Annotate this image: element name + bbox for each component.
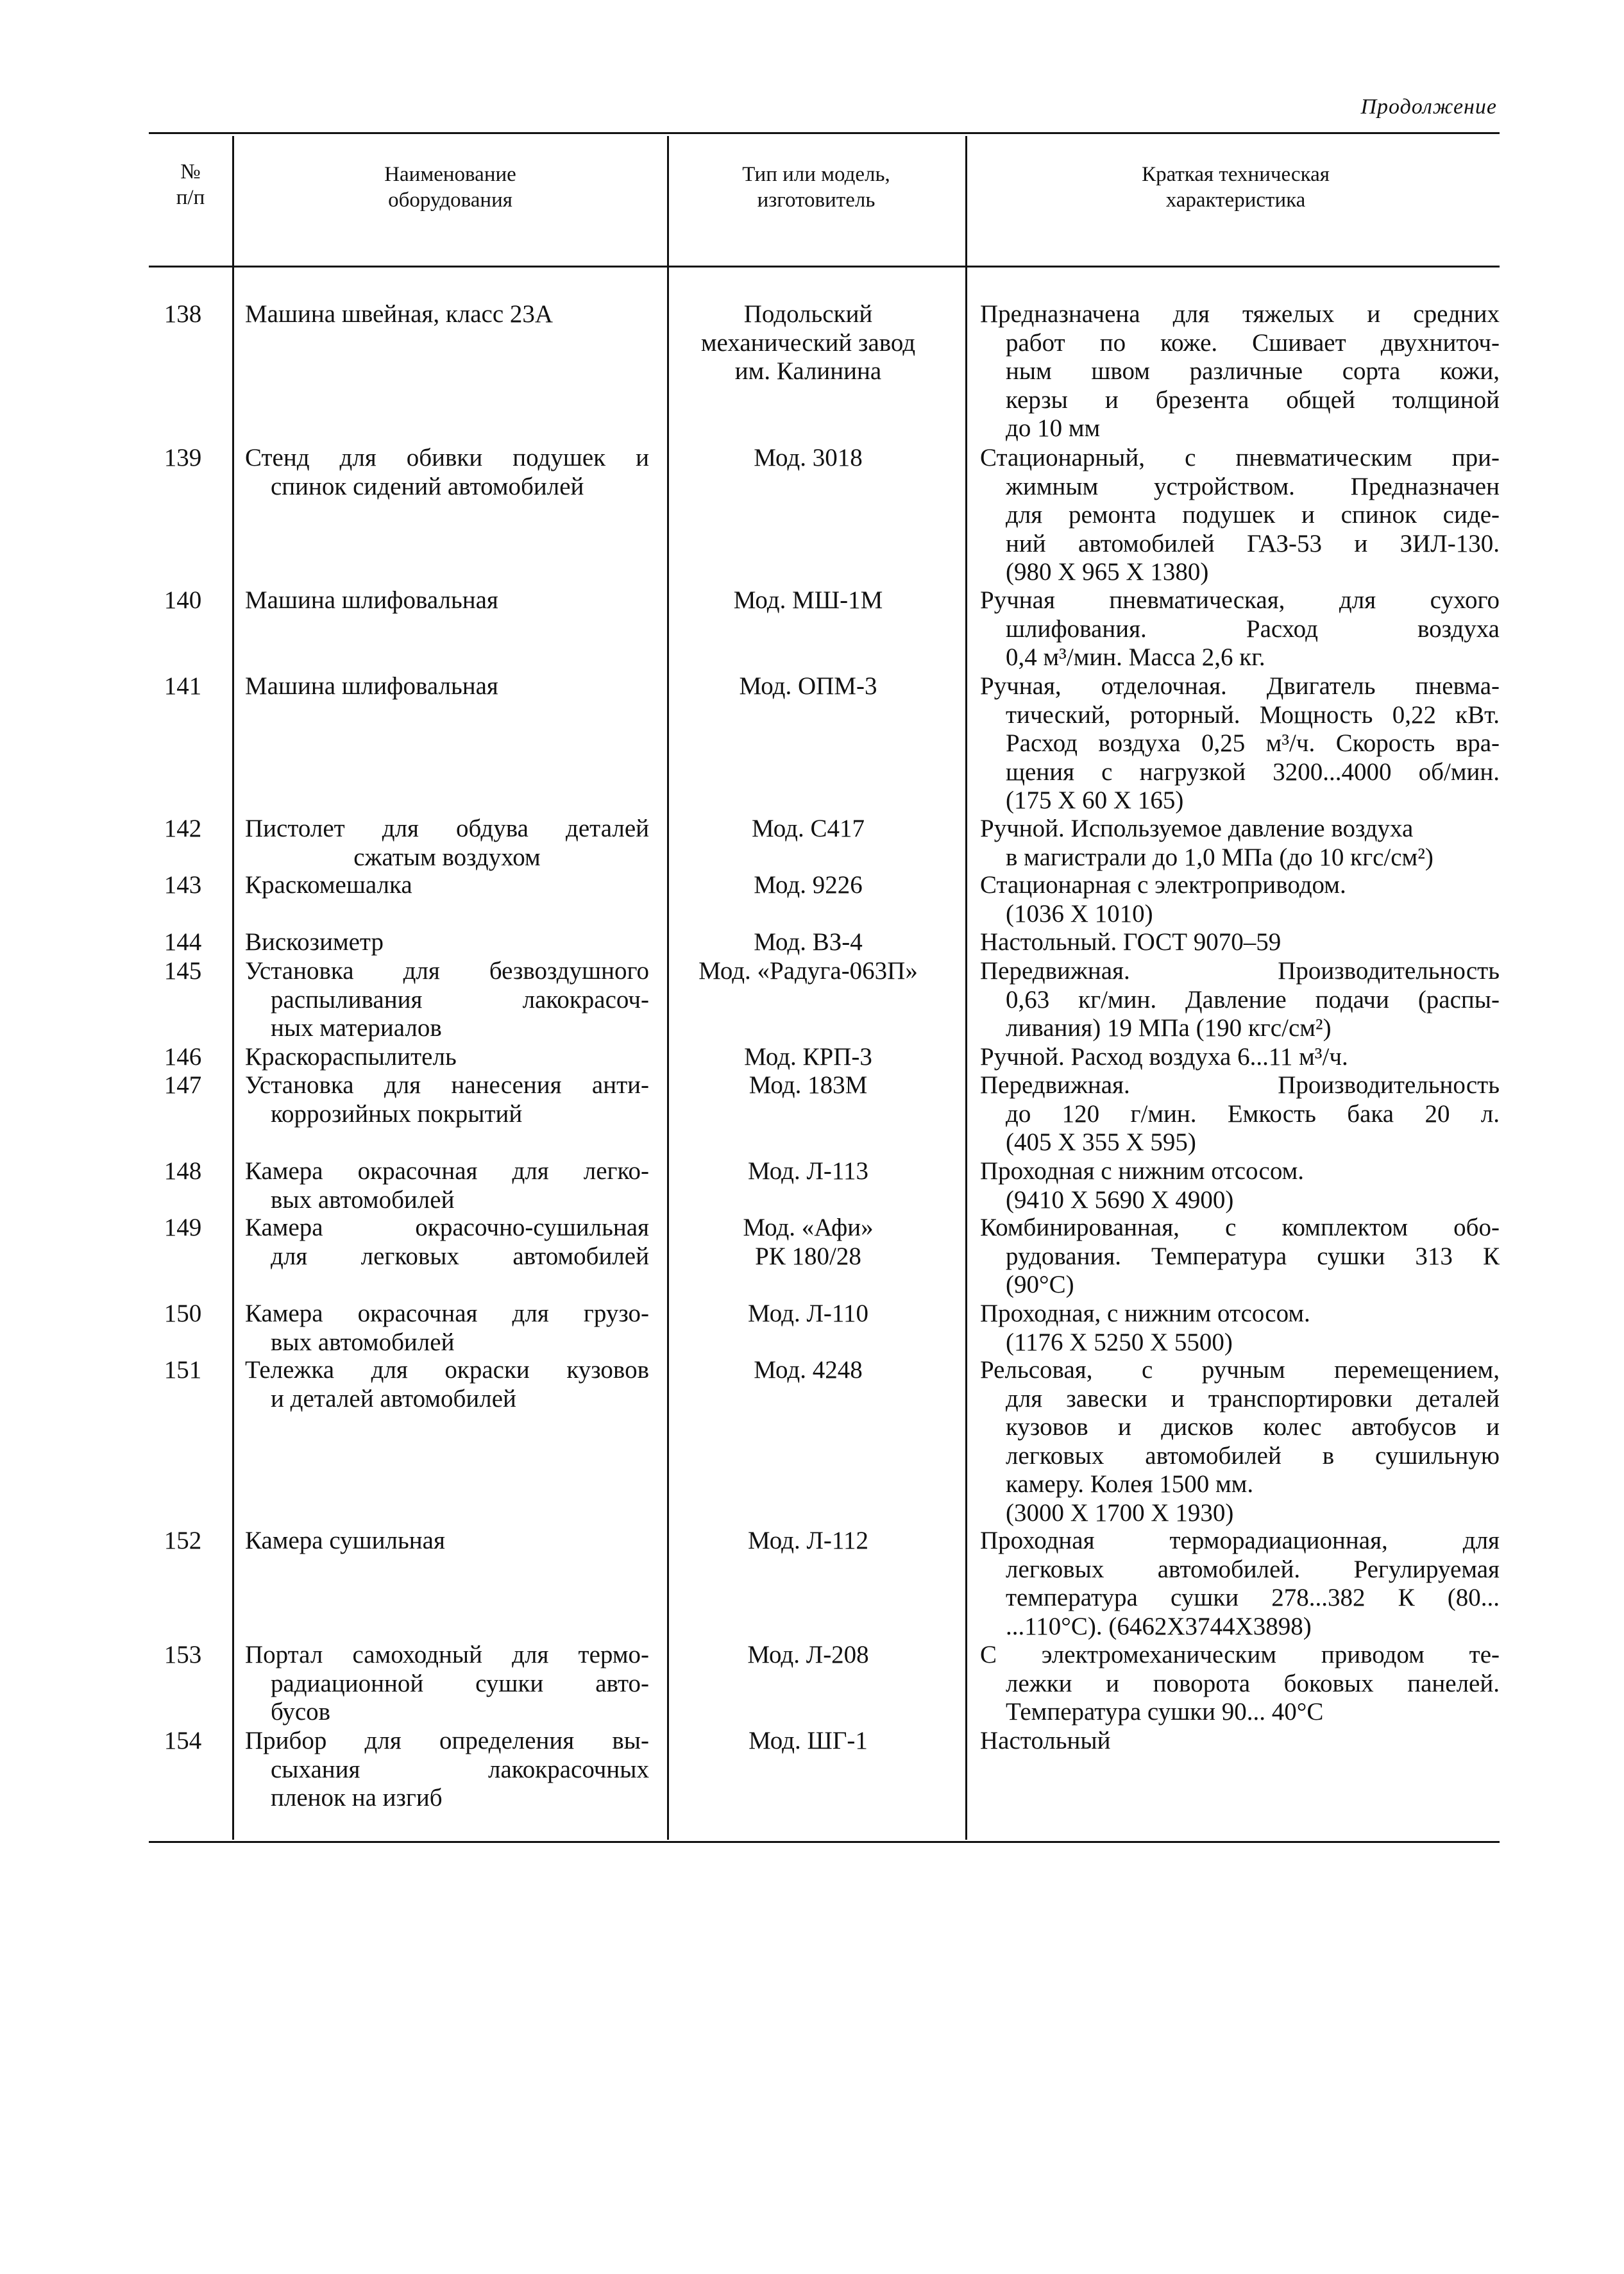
desc-line: Проходная, с нижним отсосом. [980, 1300, 1310, 1327]
equipment-model [673, 1727, 943, 1756]
equipment-model [673, 957, 943, 986]
header-model [673, 162, 959, 213]
row-number: 147 [164, 1071, 202, 1099]
desc-line: в магистрали до 1,0 МПа (до 10 кгс/см²) [1006, 843, 1434, 871]
equipment-name [245, 444, 649, 501]
name-line: спинок сидений автомобилей [271, 472, 584, 500]
desc-line: (980 X 965 X 1380) [1006, 558, 1209, 586]
desc-line: кузовов и дисков колес автобусов и [1006, 1413, 1500, 1441]
header-num [151, 159, 230, 210]
model-line: Подольский [743, 300, 873, 328]
name-line: Краскораспылитель [245, 1043, 457, 1071]
header-name-line: Наименование [384, 163, 516, 186]
row-number: 144 [164, 928, 202, 956]
desc-line: жимным устройством. Предназначен [1006, 472, 1500, 500]
header-desc [972, 162, 1500, 213]
desc-line: (175 X 60 X 165) [1006, 786, 1184, 814]
desc-line: шлифования. Расход воздуха [1006, 615, 1500, 643]
equipment-description [980, 1356, 1500, 1527]
equipment-model [673, 300, 943, 386]
name-line: Установка для безвоздушного [245, 957, 649, 985]
name-line: Тележка для окраски кузовов [245, 1356, 649, 1384]
equipment-model [673, 1043, 943, 1072]
desc-line: Ручной. Расход воздуха 6...11 м³/ч. [980, 1043, 1348, 1071]
model-line: Мод. С417 [752, 815, 865, 842]
equipment-description [980, 1300, 1500, 1357]
name-line: коррозийных покрытий [271, 1099, 523, 1128]
header-model-line: Тип или модель, [742, 163, 890, 186]
header-name-line: оборудования [388, 189, 512, 212]
equipment-model [673, 1157, 943, 1186]
column-divider-2 [667, 136, 669, 1840]
desc-line: лежки и поворота боковых панелей. [1006, 1669, 1500, 1697]
desc-line: работ по коже. Сшивает двухниточ- [1006, 328, 1500, 357]
equipment-description [980, 672, 1500, 815]
name-line: Портал самоходный для термо- [245, 1641, 649, 1668]
name-line: для легковых автомобилей [271, 1242, 649, 1270]
desc-line: Проходная терморадиационная, для [980, 1527, 1500, 1554]
equipment-name [245, 1641, 649, 1727]
name-line: Краскомешалка [245, 871, 412, 899]
model-line: Мод. 183М [749, 1071, 868, 1099]
header-name [239, 162, 662, 213]
desc-line: Расход воздуха 0,25 м³/ч. Скорость вра- [1006, 729, 1500, 757]
model-line: Мод. 9226 [754, 871, 863, 899]
table-bottom-rule [149, 1841, 1500, 1843]
name-line: Камера сушильная [245, 1527, 445, 1554]
row-number: 145 [164, 957, 202, 985]
desc-line: Проходная с нижним отсосом. [980, 1157, 1305, 1185]
model-line: Мод. 4248 [754, 1356, 863, 1384]
name-line: вых автомобилей [271, 1185, 455, 1214]
desc-line: Комбинированная, с комплектом обо- [980, 1214, 1500, 1241]
desc-line: камеру. Колея 1500 мм. [1006, 1470, 1254, 1498]
name-line: Установка для нанесения анти- [245, 1071, 649, 1099]
name-line: и деталей автомобилей [271, 1384, 516, 1413]
desc-line: рудования. Температура сушки 313 К [1006, 1242, 1500, 1270]
equipment-model [673, 586, 943, 615]
desc-line: С электромеханическим приводом те- [980, 1641, 1500, 1668]
row-number: 150 [164, 1300, 202, 1327]
table-top-rule [149, 132, 1500, 134]
equipment-name [245, 1300, 649, 1357]
name-line: распыливания лакокрасоч- [271, 985, 649, 1014]
model-line: РК 180/28 [755, 1242, 861, 1270]
name-line: пленок на изгиб [271, 1784, 443, 1812]
equipment-name [245, 928, 649, 957]
row-number: 154 [164, 1727, 202, 1754]
equipment-name [245, 672, 649, 701]
desc-line: 0,63 кг/мин. Давление подачи (распы- [1006, 985, 1500, 1014]
model-line: Мод. КРП-3 [744, 1043, 872, 1071]
name-line: Пистолет для обдува деталей [245, 815, 649, 842]
desc-line: ...110°С). (6462X3744X3898) [1006, 1612, 1312, 1640]
equipment-description [980, 1641, 1500, 1727]
equipment-model [673, 1356, 943, 1385]
row-number: 148 [164, 1157, 202, 1185]
desc-line: до 10 мм [1006, 414, 1101, 442]
name-line: сыхания лакокрасочных [271, 1755, 649, 1783]
model-line: Мод. ШГ-1 [749, 1727, 868, 1754]
desc-line: Передвижная. Производительность [980, 1071, 1500, 1099]
equipment-description [980, 815, 1500, 872]
equipment-model [673, 871, 943, 900]
name-line: бусов [271, 1698, 331, 1726]
equipment-description [980, 1214, 1500, 1300]
name-line: Вискозиметр [245, 928, 384, 956]
equipment-description [980, 1043, 1500, 1072]
equipment-model [673, 444, 943, 473]
name-line: Камера окрасочно-сушильная [245, 1214, 649, 1241]
equipment-description [980, 1527, 1500, 1641]
equipment-name [245, 1043, 649, 1072]
model-line: Мод. Л-208 [747, 1641, 869, 1668]
equipment-model [673, 1300, 943, 1328]
equipment-description [980, 300, 1500, 443]
equipment-name [245, 1157, 649, 1214]
name-line: Прибор для определения вы- [245, 1727, 649, 1754]
desc-line: температура сушки 278...382 К (80... [1006, 1584, 1500, 1611]
row-number: 139 [164, 444, 202, 471]
desc-line: щения с нагрузкой 3200...4000 об/мин. [1006, 758, 1500, 786]
desc-line: (3000 X 1700 X 1930) [1006, 1498, 1234, 1527]
row-number: 146 [164, 1043, 202, 1071]
header-model-line: изготовитель [757, 189, 875, 212]
desc-line: для завески и транспортировки деталей [1006, 1384, 1500, 1413]
equipment-name [245, 1727, 649, 1813]
row-number: 149 [164, 1214, 202, 1241]
equipment-model [673, 1214, 943, 1271]
model-line: Мод. Л-112 [748, 1527, 868, 1554]
desc-line: Передвижная. Производительность [980, 957, 1500, 985]
desc-line: Ручная, отделочная. Двигатель пневма- [980, 672, 1500, 700]
equipment-description [980, 586, 1500, 672]
equipment-model [673, 672, 943, 701]
model-line: Мод. ВЗ-4 [754, 928, 863, 956]
equipment-description [980, 1071, 1500, 1157]
desc-line: Ручной. Используемое давление воздуха [980, 815, 1414, 842]
header-num-line: п/п [176, 186, 205, 209]
equipment-name [245, 586, 649, 615]
desc-line: Рельсовая, с ручным перемещением, [980, 1356, 1500, 1384]
equipment-description [980, 444, 1500, 587]
model-line: Мод. 3018 [754, 444, 863, 471]
name-line: Камера окрасочная для легко- [245, 1157, 649, 1185]
row-number: 142 [164, 815, 202, 842]
equipment-name [245, 957, 649, 1043]
row-number: 138 [164, 300, 202, 328]
row-number: 153 [164, 1641, 202, 1668]
header-bottom-rule [149, 266, 1500, 267]
equipment-description [980, 957, 1500, 1043]
row-number: 143 [164, 871, 202, 899]
desc-line: ным швом различные сорта кожи, [1006, 357, 1500, 385]
desc-line: Настольный [980, 1727, 1111, 1754]
equipment-model [673, 1641, 943, 1670]
equipment-description [980, 928, 1500, 957]
equipment-name [245, 871, 649, 900]
header-num-line: № [180, 160, 201, 183]
desc-line: Стационарная с электроприводом. [980, 871, 1346, 899]
desc-line: Стационарный, с пневматическим при- [980, 444, 1500, 471]
equipment-description [980, 1727, 1500, 1756]
model-line: Мод. Л-113 [748, 1157, 868, 1185]
row-number: 152 [164, 1527, 202, 1554]
name-line: Машина швейная, класс 23А [245, 300, 554, 328]
model-line: механический завод [700, 328, 916, 357]
equipment-name [245, 1071, 649, 1128]
model-line: Мод. Л-110 [748, 1300, 868, 1327]
name-line: радиационной сушки авто- [271, 1669, 649, 1697]
desc-line: керзы и брезента общей толщиной [1006, 386, 1500, 414]
desc-line: Настольный. ГОСТ 9070–59 [980, 928, 1281, 956]
desc-line: легковых автомобилей в сушильную [1006, 1441, 1500, 1470]
desc-line: (1036 X 1010) [1006, 899, 1153, 928]
equipment-model [673, 1527, 943, 1556]
desc-line: Предназначена для тяжелых и средних [980, 300, 1500, 328]
equipment-name [245, 815, 649, 872]
model-line: Мод. МШ-1М [733, 586, 883, 614]
desc-line: до 120 г/мин. Емкость бака 20 л. [1006, 1099, 1500, 1128]
desc-line: (90°С) [1006, 1271, 1074, 1298]
name-line: Машина шлифовальная [245, 672, 498, 700]
column-divider-1 [232, 136, 234, 1840]
desc-line: Ручная пневматическая, для сухого [980, 586, 1500, 614]
header-desc-line: Краткая техническая [1142, 163, 1330, 186]
row-number: 140 [164, 586, 202, 614]
equipment-name [245, 1356, 649, 1413]
model-line: им. Калинина [734, 357, 882, 385]
desc-line: ний автомобилей ГАЗ-53 и ЗИЛ-130. [1006, 529, 1500, 557]
name-line: Стенд для обивки подушек и [245, 444, 649, 471]
equipment-description [980, 1157, 1500, 1214]
model-line: Мод. ОПМ-3 [739, 672, 877, 700]
equipment-name [245, 1527, 649, 1556]
desc-line: легковых автомобилей. Регулируемая [1006, 1555, 1500, 1583]
name-line: ных материалов [271, 1014, 442, 1042]
row-number: 141 [164, 672, 202, 700]
equipment-model [673, 1071, 943, 1100]
model-line: Мод. «Афи» [743, 1214, 874, 1241]
continuation-note: Продолжение [1360, 95, 1497, 119]
desc-line: 0,4 м³/мин. Масса 2,6 кг. [1006, 643, 1265, 671]
name-line: сжатым воздухом [353, 843, 541, 871]
equipment-name [245, 300, 649, 329]
name-line: вых автомобилей [271, 1328, 455, 1356]
desc-line: тический, роторный. Мощность 0,22 кВт. [1006, 700, 1500, 729]
desc-line: (1176 X 5250 X 5500) [1006, 1328, 1233, 1356]
desc-line: ливания) 19 МПа (190 кгс/см²) [1006, 1014, 1332, 1042]
equipment-model [673, 928, 943, 957]
row-number: 151 [164, 1356, 202, 1384]
desc-line: Температура сушки 90... 40°С [1006, 1698, 1324, 1726]
name-line: Машина шлифовальная [245, 586, 498, 614]
equipment-name [245, 1214, 649, 1271]
equipment-description [980, 871, 1500, 928]
header-desc-line: характеристика [1165, 189, 1306, 212]
name-line: Камера окрасочная для грузо- [245, 1300, 649, 1327]
model-line: Мод. «Радуга-063П» [698, 957, 918, 985]
column-divider-3 [965, 136, 967, 1840]
desc-line: для ремонта подушек и спинок сиде- [1006, 501, 1500, 529]
desc-line: (9410 X 5690 X 4900) [1006, 1185, 1234, 1214]
equipment-model [673, 815, 943, 844]
desc-line: (405 X 355 X 595) [1006, 1128, 1196, 1156]
